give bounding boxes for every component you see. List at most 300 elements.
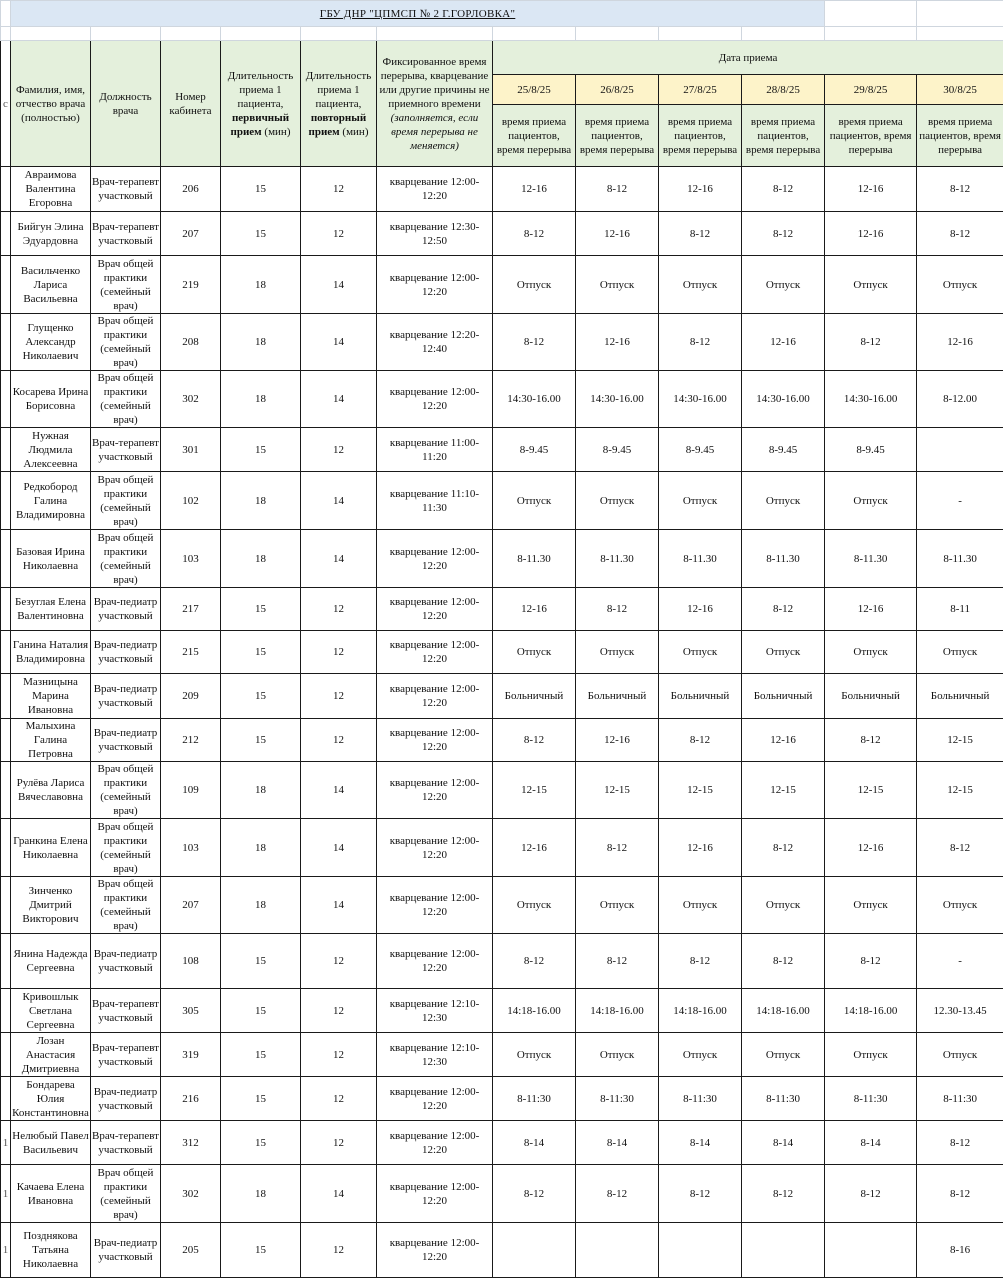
schedule-cell[interactable] [493,167,576,212]
schedule-cell[interactable] [659,1077,742,1121]
repeat-duration-cell[interactable] [301,631,377,674]
primary-duration-cell[interactable] [221,1223,301,1278]
primary-duration-cell[interactable] [221,530,301,588]
row-stub[interactable] [1,472,11,530]
row-stub[interactable] [1,41,11,167]
schedule-cell[interactable] [659,631,742,674]
position-cell[interactable] [91,762,161,819]
header-dates-title[interactable] [493,41,1003,75]
doctor-name-cell[interactable] [11,1033,91,1077]
schedule-cell[interactable] [659,819,742,877]
schedule-cell[interactable] [742,472,825,530]
row-stub[interactable] [1,719,11,762]
schedule-cell[interactable] [576,1165,659,1223]
row-stub[interactable] [1,1223,11,1278]
empty-cell[interactable] [161,27,221,41]
empty-cell[interactable] [825,27,917,41]
schedule-cell[interactable] [742,1121,825,1165]
primary-duration-cell[interactable] [221,934,301,989]
position-cell[interactable] [91,989,161,1033]
schedule-cell[interactable] [659,314,742,371]
schedule-cell[interactable] [917,934,1003,989]
room-cell[interactable] [161,212,221,256]
repeat-duration-cell[interactable] [301,819,377,877]
schedule-cell[interactable] [825,256,917,314]
room-cell[interactable] [161,1223,221,1278]
primary-duration-cell[interactable] [221,674,301,719]
repeat-duration-cell[interactable] [301,989,377,1033]
primary-duration-cell[interactable] [221,819,301,877]
room-cell[interactable] [161,530,221,588]
break-cell[interactable] [377,1121,493,1165]
schedule-cell[interactable] [742,1223,825,1278]
schedule-cell[interactable] [825,371,917,428]
primary-duration-cell[interactable] [221,167,301,212]
doctor-name-cell[interactable] [11,1077,91,1121]
schedule-cell[interactable] [659,762,742,819]
schedule-cell[interactable] [825,989,917,1033]
schedule-cell[interactable] [659,989,742,1033]
room-cell[interactable] [161,762,221,819]
schedule-cell[interactable] [659,530,742,588]
row-stub[interactable] [1,1121,11,1165]
repeat-duration-cell[interactable] [301,212,377,256]
position-cell[interactable] [91,256,161,314]
schedule-cell[interactable] [825,167,917,212]
primary-duration-cell[interactable] [221,877,301,934]
repeat-duration-cell[interactable] [301,256,377,314]
schedule-cell[interactable] [576,588,659,631]
position-cell[interactable] [91,371,161,428]
empty-cell[interactable] [917,1,1003,27]
break-cell[interactable] [377,472,493,530]
schedule-cell[interactable] [825,719,917,762]
row-stub[interactable] [1,212,11,256]
room-cell[interactable] [161,371,221,428]
schedule-cell[interactable] [825,472,917,530]
row-stub[interactable] [1,934,11,989]
empty-cell[interactable] [91,27,161,41]
schedule-cell[interactable] [576,371,659,428]
schedule-cell[interactable] [742,934,825,989]
room-cell[interactable] [161,989,221,1033]
primary-duration-cell[interactable] [221,256,301,314]
schedule-cell[interactable] [742,530,825,588]
schedule-cell[interactable] [742,877,825,934]
doctor-name-cell[interactable] [11,530,91,588]
date-subheader[interactable] [742,105,825,167]
schedule-cell[interactable] [576,212,659,256]
schedule-cell[interactable] [742,989,825,1033]
schedule-cell[interactable] [493,934,576,989]
position-cell[interactable] [91,1121,161,1165]
repeat-duration-cell[interactable] [301,1165,377,1223]
schedule-cell[interactable] [493,314,576,371]
schedule-cell[interactable] [917,631,1003,674]
schedule-cell[interactable] [576,530,659,588]
repeat-duration-cell[interactable] [301,167,377,212]
schedule-cell[interactable] [576,877,659,934]
repeat-duration-cell[interactable] [301,314,377,371]
room-cell[interactable] [161,588,221,631]
break-cell[interactable] [377,428,493,472]
empty-cell[interactable] [11,27,91,41]
break-cell[interactable] [377,1223,493,1278]
repeat-duration-cell[interactable] [301,674,377,719]
schedule-cell[interactable] [917,588,1003,631]
schedule-cell[interactable] [917,371,1003,428]
schedule-cell[interactable] [493,989,576,1033]
position-cell[interactable] [91,588,161,631]
row-stub[interactable] [1,588,11,631]
schedule-cell[interactable] [659,674,742,719]
schedule-cell[interactable] [493,428,576,472]
date-subheader[interactable] [825,105,917,167]
empty-cell[interactable] [377,27,493,41]
schedule-cell[interactable] [825,428,917,472]
schedule-cell[interactable] [742,167,825,212]
schedule-cell[interactable] [493,719,576,762]
schedule-cell[interactable] [825,631,917,674]
break-cell[interactable] [377,877,493,934]
schedule-cell[interactable] [576,314,659,371]
schedule-cell[interactable] [917,989,1003,1033]
doctor-name-cell[interactable] [11,256,91,314]
primary-duration-cell[interactable] [221,314,301,371]
doctor-name-cell[interactable] [11,819,91,877]
schedule-cell[interactable] [576,256,659,314]
schedule-cell[interactable] [493,588,576,631]
schedule-cell[interactable] [659,371,742,428]
schedule-cell[interactable] [825,212,917,256]
schedule-cell[interactable] [493,371,576,428]
doctor-name-cell[interactable] [11,631,91,674]
schedule-cell[interactable] [576,1121,659,1165]
break-cell[interactable] [377,1165,493,1223]
schedule-cell[interactable] [576,719,659,762]
date-subheader[interactable] [576,105,659,167]
schedule-cell[interactable] [917,1165,1003,1223]
schedule-cell[interactable] [576,472,659,530]
repeat-duration-cell[interactable] [301,934,377,989]
schedule-cell[interactable] [576,989,659,1033]
date-header[interactable] [659,75,742,105]
room-cell[interactable] [161,1121,221,1165]
schedule-cell[interactable] [659,1165,742,1223]
date-subheader[interactable] [917,105,1003,167]
schedule-cell[interactable] [825,877,917,934]
empty-cell[interactable] [917,27,1003,41]
header-break[interactable] [377,41,493,167]
schedule-cell[interactable] [742,256,825,314]
schedule-cell[interactable] [576,428,659,472]
schedule-cell[interactable] [825,1165,917,1223]
schedule-cell[interactable] [659,588,742,631]
schedule-cell[interactable] [917,877,1003,934]
schedule-cell[interactable] [825,530,917,588]
doctor-name-cell[interactable] [11,588,91,631]
position-cell[interactable] [91,877,161,934]
schedule-cell[interactable] [917,530,1003,588]
schedule-cell[interactable] [742,428,825,472]
schedule-cell[interactable] [825,819,917,877]
schedule-cell[interactable] [742,1165,825,1223]
repeat-duration-cell[interactable] [301,371,377,428]
break-cell[interactable] [377,588,493,631]
schedule-cell[interactable] [493,1033,576,1077]
position-cell[interactable] [91,1077,161,1121]
empty-cell[interactable] [1,27,11,41]
empty-cell[interactable] [221,27,301,41]
schedule-cell[interactable] [742,819,825,877]
row-stub[interactable] [1,819,11,877]
schedule-cell[interactable] [659,719,742,762]
repeat-duration-cell[interactable] [301,1121,377,1165]
schedule-cell[interactable] [825,1077,917,1121]
header-position[interactable] [91,41,161,167]
primary-duration-cell[interactable] [221,371,301,428]
schedule-cell[interactable] [917,762,1003,819]
repeat-duration-cell[interactable] [301,588,377,631]
schedule-cell[interactable] [576,819,659,877]
empty-cell[interactable] [825,1,917,27]
schedule-cell[interactable] [742,762,825,819]
empty-cell[interactable] [576,27,659,41]
room-cell[interactable] [161,314,221,371]
schedule-cell[interactable] [825,314,917,371]
position-cell[interactable] [91,934,161,989]
break-cell[interactable] [377,819,493,877]
schedule-cell[interactable] [825,1121,917,1165]
position-cell[interactable] [91,212,161,256]
position-cell[interactable] [91,819,161,877]
row-stub[interactable] [1,371,11,428]
schedule-cell[interactable] [742,314,825,371]
schedule-cell[interactable] [917,1223,1003,1278]
schedule-cell[interactable] [659,877,742,934]
date-header[interactable] [576,75,659,105]
schedule-cell[interactable] [825,1033,917,1077]
break-cell[interactable] [377,167,493,212]
primary-duration-cell[interactable] [221,428,301,472]
date-header[interactable] [493,75,576,105]
empty-cell[interactable] [301,27,377,41]
schedule-cell[interactable] [825,674,917,719]
doctor-name-cell[interactable] [11,371,91,428]
room-cell[interactable] [161,674,221,719]
doctor-name-cell[interactable] [11,989,91,1033]
position-cell[interactable] [91,314,161,371]
primary-duration-cell[interactable] [221,1033,301,1077]
break-cell[interactable] [377,371,493,428]
room-cell[interactable] [161,819,221,877]
row-stub[interactable] [1,877,11,934]
date-header[interactable] [917,75,1003,105]
header-room[interactable] [161,41,221,167]
row-stub[interactable] [1,314,11,371]
doctor-name-cell[interactable] [11,934,91,989]
schedule-cell[interactable] [493,631,576,674]
room-cell[interactable] [161,877,221,934]
row-stub[interactable] [1,1077,11,1121]
row-stub[interactable] [1,1,11,27]
empty-cell[interactable] [493,27,576,41]
repeat-duration-cell[interactable] [301,762,377,819]
repeat-duration-cell[interactable] [301,1033,377,1077]
schedule-cell[interactable] [576,762,659,819]
room-cell[interactable] [161,1033,221,1077]
schedule-cell[interactable] [659,472,742,530]
schedule-cell[interactable] [825,1223,917,1278]
doctor-name-cell[interactable] [11,877,91,934]
break-cell[interactable] [377,989,493,1033]
break-cell[interactable] [377,314,493,371]
date-subheader[interactable] [493,105,576,167]
header-repeat-duration[interactable] [301,41,377,167]
schedule-cell[interactable] [742,588,825,631]
doctor-name-cell[interactable] [11,1165,91,1223]
schedule-cell[interactable] [493,212,576,256]
schedule-cell[interactable] [659,167,742,212]
schedule-cell[interactable] [917,819,1003,877]
primary-duration-cell[interactable] [221,762,301,819]
break-cell[interactable] [377,762,493,819]
schedule-cell[interactable] [493,256,576,314]
row-stub[interactable] [1,762,11,819]
primary-duration-cell[interactable] [221,212,301,256]
position-cell[interactable] [91,674,161,719]
schedule-cell[interactable] [825,588,917,631]
date-subheader[interactable] [659,105,742,167]
row-stub[interactable] [1,167,11,212]
date-header[interactable] [825,75,917,105]
doctor-name-cell[interactable] [11,472,91,530]
schedule-cell[interactable] [742,631,825,674]
position-cell[interactable] [91,428,161,472]
schedule-cell[interactable] [493,1077,576,1121]
position-cell[interactable] [91,631,161,674]
position-cell[interactable] [91,719,161,762]
repeat-duration-cell[interactable] [301,1223,377,1278]
schedule-cell[interactable] [825,762,917,819]
doctor-name-cell[interactable] [11,314,91,371]
schedule-cell[interactable] [493,819,576,877]
empty-cell[interactable] [742,27,825,41]
break-cell[interactable] [377,719,493,762]
date-header[interactable] [742,75,825,105]
schedule-cell[interactable] [659,934,742,989]
doctor-name-cell[interactable] [11,1223,91,1278]
repeat-duration-cell[interactable] [301,719,377,762]
empty-cell[interactable] [659,27,742,41]
primary-duration-cell[interactable] [221,1165,301,1223]
repeat-duration-cell[interactable] [301,877,377,934]
schedule-cell[interactable] [576,1033,659,1077]
schedule-cell[interactable] [659,256,742,314]
doctor-name-cell[interactable] [11,1121,91,1165]
break-cell[interactable] [377,674,493,719]
schedule-cell[interactable] [917,719,1003,762]
position-cell[interactable] [91,1165,161,1223]
doctor-name-cell[interactable] [11,719,91,762]
doctor-name-cell[interactable] [11,212,91,256]
room-cell[interactable] [161,934,221,989]
break-cell[interactable] [377,212,493,256]
schedule-cell[interactable] [917,428,1003,472]
schedule-cell[interactable] [742,1033,825,1077]
schedule-cell[interactable] [576,674,659,719]
doctor-name-cell[interactable] [11,762,91,819]
primary-duration-cell[interactable] [221,631,301,674]
break-cell[interactable] [377,530,493,588]
primary-duration-cell[interactable] [221,1077,301,1121]
position-cell[interactable] [91,1223,161,1278]
schedule-cell[interactable] [493,674,576,719]
primary-duration-cell[interactable] [221,472,301,530]
room-cell[interactable] [161,256,221,314]
schedule-cell[interactable] [493,877,576,934]
schedule-cell[interactable] [917,256,1003,314]
schedule-cell[interactable] [576,1223,659,1278]
row-stub[interactable] [1,1165,11,1223]
schedule-cell[interactable] [576,167,659,212]
row-stub[interactable] [1,1033,11,1077]
row-stub[interactable] [1,989,11,1033]
room-cell[interactable] [161,631,221,674]
schedule-cell[interactable] [917,1077,1003,1121]
position-cell[interactable] [91,530,161,588]
schedule-cell[interactable] [742,719,825,762]
doctor-name-cell[interactable] [11,674,91,719]
room-cell[interactable] [161,1165,221,1223]
schedule-cell[interactable] [576,631,659,674]
room-cell[interactable] [161,719,221,762]
schedule-cell[interactable] [659,1223,742,1278]
repeat-duration-cell[interactable] [301,1077,377,1121]
schedule-cell[interactable] [742,371,825,428]
row-stub[interactable] [1,674,11,719]
schedule-cell[interactable] [493,1223,576,1278]
schedule-cell[interactable] [493,530,576,588]
schedule-cell[interactable] [659,1033,742,1077]
position-cell[interactable] [91,472,161,530]
primary-duration-cell[interactable] [221,989,301,1033]
schedule-cell[interactable] [493,1165,576,1223]
schedule-cell[interactable] [576,934,659,989]
repeat-duration-cell[interactable] [301,530,377,588]
schedule-cell[interactable] [825,934,917,989]
schedule-cell[interactable] [659,212,742,256]
row-stub[interactable] [1,256,11,314]
room-cell[interactable] [161,428,221,472]
room-cell[interactable] [161,472,221,530]
schedule-cell[interactable] [493,1121,576,1165]
schedule-cell[interactable] [917,674,1003,719]
position-cell[interactable] [91,167,161,212]
schedule-cell[interactable] [659,1121,742,1165]
row-stub[interactable] [1,631,11,674]
schedule-cell[interactable] [742,674,825,719]
repeat-duration-cell[interactable] [301,472,377,530]
break-cell[interactable] [377,256,493,314]
break-cell[interactable] [377,1077,493,1121]
schedule-cell[interactable] [917,212,1003,256]
sheet-title-cell[interactable] [11,1,825,27]
room-cell[interactable] [161,1077,221,1121]
schedule-cell[interactable] [917,1121,1003,1165]
header-name[interactable] [11,41,91,167]
schedule-cell[interactable] [493,762,576,819]
